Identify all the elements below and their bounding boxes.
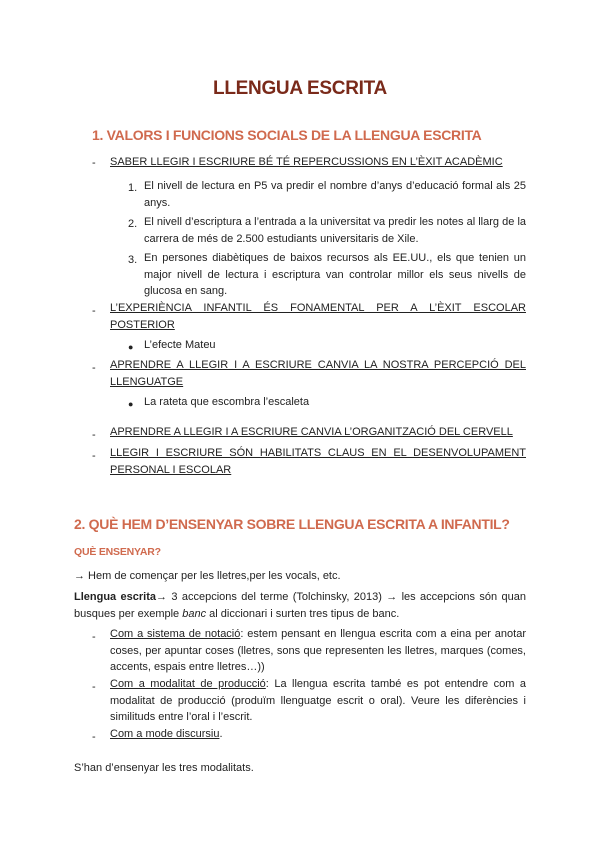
list-item: La rateta que escombra l’escaleta (144, 396, 310, 408)
definition-paragraph (74, 589, 526, 622)
section-2-heading: 2. QUÈ HEM D’ENSENYAR SOBRE LLENGUA ESCRITA A INFANTIL? (74, 516, 510, 532)
list-item: El nivell d’escriptura a l’entrada a la universitat va predir les notes al llarg de la carrera de més de 2.500 estudiants universitaris de Xile. (144, 216, 526, 245)
arrow-line: → Hem de començar per les lletres,per les vocals, etc. (74, 570, 341, 582)
list-item: L’efecte Mateu (144, 339, 216, 351)
mode-item (110, 726, 526, 743)
section-1-bullet-4: APRENDRE A LLEGIR I A ESCRIURE CANVIA L’ORGANITZACIÓ DEL CERVELL (110, 426, 513, 438)
section-2-subheading: QUÈ ENSENYAR? (74, 546, 161, 558)
italic-word: banc (182, 607, 207, 620)
page-title: LLENGUA ESCRITA (213, 78, 387, 99)
mode-label: Com a mode discursiu (110, 728, 220, 740)
list-number: 2. (128, 218, 138, 230)
mode-item (110, 676, 526, 726)
section-1-bullet-2: L’EXPERIÈNCIA INFANTIL ÉS FONAMENTAL PER A L’ÈXIT ESCOLAR POSTERIOR (110, 302, 526, 331)
dash-marker: - (92, 731, 96, 743)
term: Llengua escrita (74, 591, 156, 603)
list-item: En persones diabètiques de baixos recursos als EE.UU., els que tenien un major nivell de lectura i escriptura van controlar millor els seus nivells de glucosa en sang. (144, 252, 526, 297)
mode-label: Com a sistema de notació (110, 628, 241, 640)
mode-text: . (219, 728, 223, 740)
mode-item (110, 626, 526, 676)
mode-text: : La llengua escrita també es pot entendre com a modalitat de producció (produïm llenguatge escrit o oral). Veure les diferències i similituds entre l’oral i l’escrit. (110, 678, 526, 723)
dash-marker: - (92, 450, 96, 462)
dash-marker: - (92, 362, 96, 374)
closing-line: S’han d’ensenyar les tres modalitats. (74, 762, 254, 774)
mode-text: : estem pensant en llengua escrita com a eina per anotar coses, per apuntar coses (lletres, sons que representen les lletres, marques (comes, accents, espais entre lletres…)) (110, 628, 526, 673)
section-1-bullet-3: APRENDRE A LLEGIR I A ESCRIURE CANVIA LA NOSTRA PERCEPCIÓ DEL LLENGUATGE (110, 359, 526, 388)
dash-marker: - (92, 429, 96, 441)
bullet-dot-icon: ● (128, 399, 134, 409)
bullet-dot-icon: ● (128, 342, 134, 352)
mode-label: Com a modalitat de producció (110, 678, 266, 690)
list-item: El nivell de lectura en P5 va predir el nombre d’anys d’educació formal als 25 anys. (144, 180, 526, 209)
section-1-bullet-5: LLEGIR I ESCRIURE SÓN HABILITATS CLAUS EN EL DESENVOLUPAMENT PERSONAL I ESCOLAR (110, 447, 526, 476)
dash-marker: - (92, 631, 96, 643)
paragraph-text: al diccionari i surten tres tipus de banc. (206, 607, 400, 620)
list-number: 3. (128, 254, 138, 266)
dash-marker: - (92, 681, 96, 693)
list-number: 1. (128, 182, 138, 194)
paragraph-text: → 3 accepcions del terme (Tolchinsky, 2013) → les accepcions són quan busques per exemple (74, 591, 526, 620)
section-1-heading: 1. VALORS I FUNCIONS SOCIALS DE LA LLENGUA ESCRITA (92, 127, 482, 143)
dash-marker: - (92, 305, 96, 317)
dash-marker: - (92, 157, 96, 169)
section-1-bullet-1: SABER LLEGIR I ESCRIURE BÉ TÉ REPERCUSSIONS EN L’ÈXIT ACADÈMIC (110, 156, 503, 168)
